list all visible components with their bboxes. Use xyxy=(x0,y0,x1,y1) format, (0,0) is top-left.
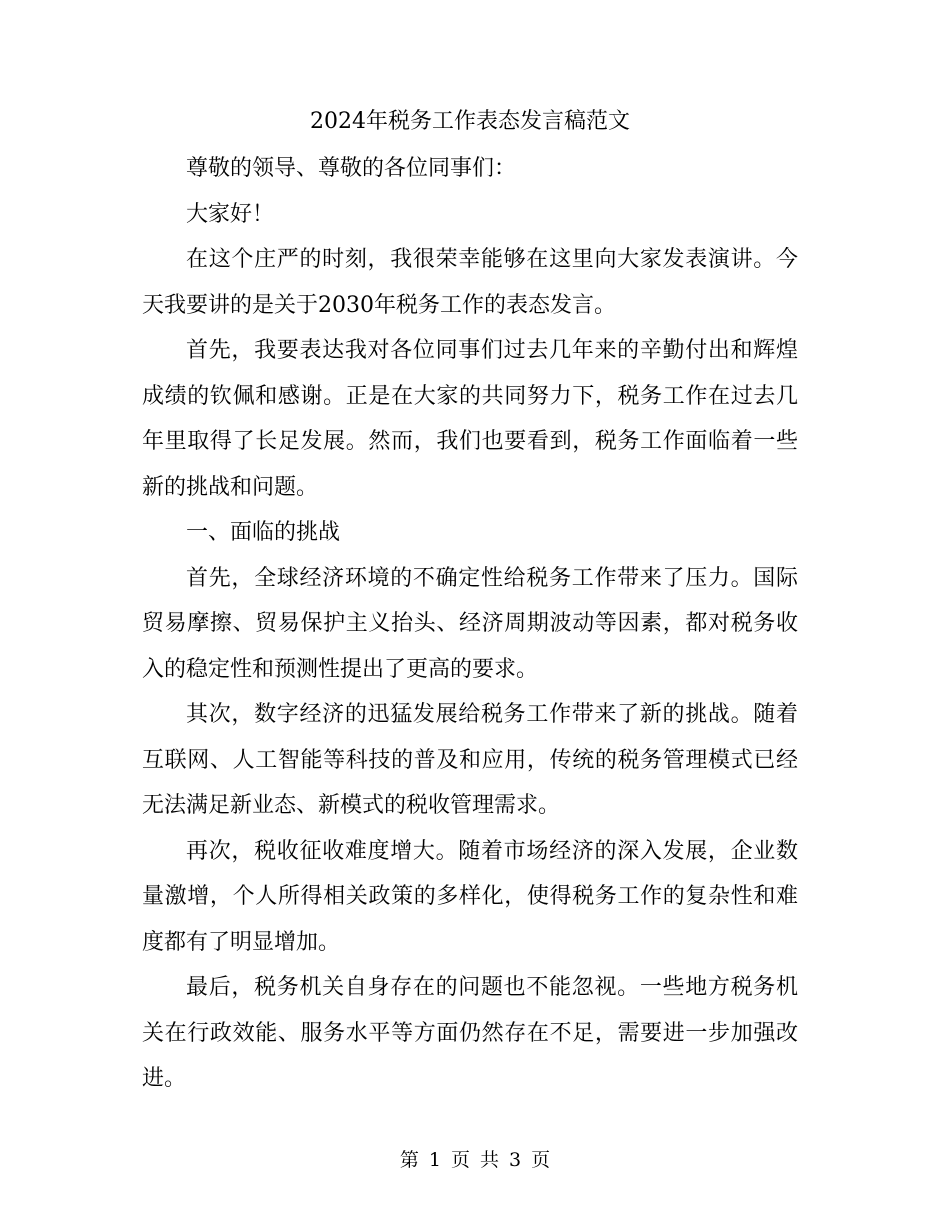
section-heading-challenges: 一、面临的挑战 xyxy=(186,520,341,545)
salutation: 尊敬的领导、尊敬的各位同事们： xyxy=(186,156,517,181)
greeting: 大家好！ xyxy=(186,201,275,227)
document-title: 2024年税务工作表态发言稿范文 xyxy=(310,109,630,134)
paragraph-challenge-global: 首先，全球经济环境的不确定性给税务工作带来了压力。国际贸易摩擦、贸易保护主义抬头、经济周期波动等因素，都对税务收入的稳定性和预测性提出了更高的要求。 xyxy=(142,565,798,682)
paragraph-challenge-internal: 最后，税务机关自身存在的问题也不能忽视。一些地方税务机关在行政效能、服务水平等方面仍然存在不足，需要进一步加强改进。 xyxy=(142,975,798,1091)
paragraph-challenge-digital: 其次，数字经济的迅猛发展给税务工作带来了新的挑战。随着互联网、人工智能等科技的普及和应用，传统的税务管理模式已经无法满足新业态、新模式的税收管理需求。 xyxy=(142,702,798,818)
paragraph-intro: 在这个庄严的时刻，我很荣幸能够在这里向大家发表演讲。今天我要讲的是关于2030年税务工作的表态发言。 xyxy=(142,247,798,318)
page-number-footer: 第 1 页 共 3 页 xyxy=(399,1149,551,1171)
document-body xyxy=(142,102,798,1102)
paragraph-challenge-collection: 再次，税收征收难度增大。随着市场经济的深入发展，企业数量激增，个人所得相关政策的多样化，使得税务工作的复杂性和难度都有了明显增加。 xyxy=(142,838,798,955)
paragraph-thanks: 首先，我要表达我对各位同事们过去几年来的辛勤付出和辉煌成绩的钦佩和感谢。正是在大家的共同努力下，税务工作在过去几年里取得了长足发展。然而，我们也要看到，税务工作面临着一些新的挑战和问题。 xyxy=(142,338,798,500)
